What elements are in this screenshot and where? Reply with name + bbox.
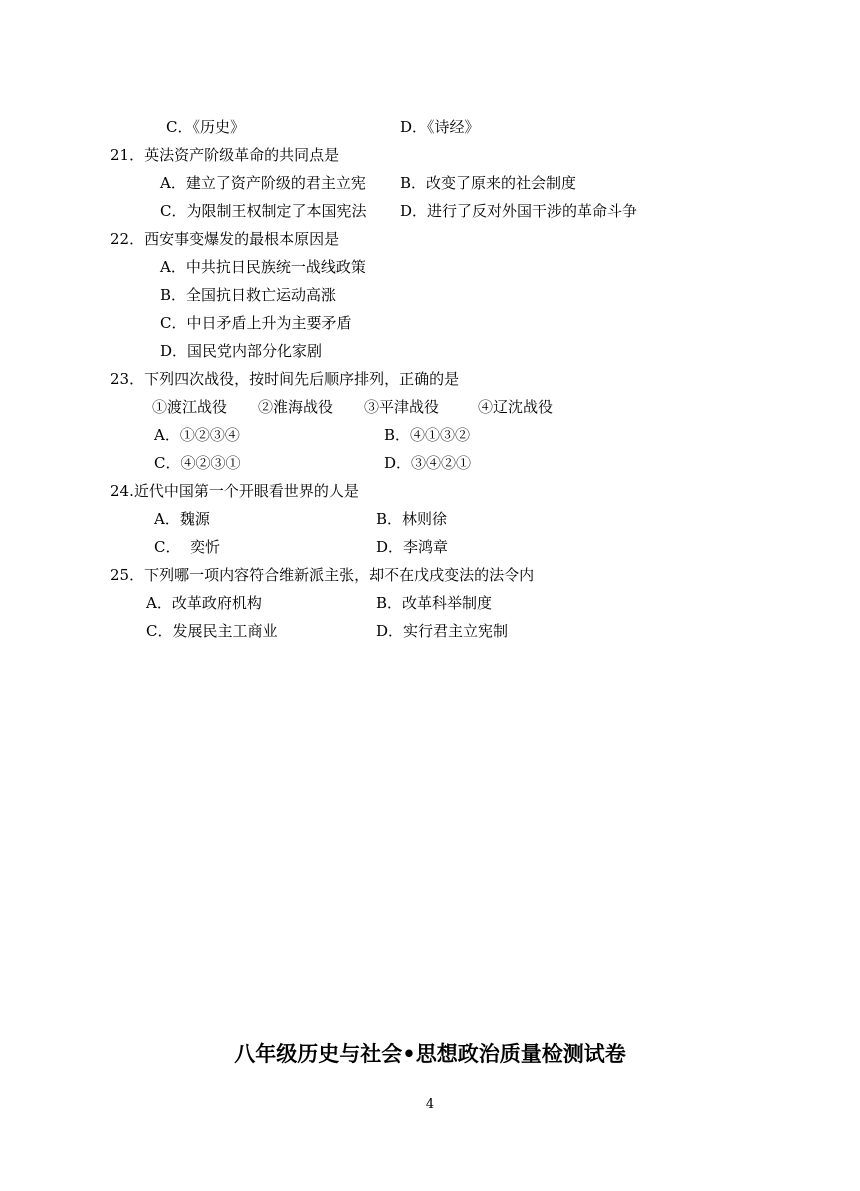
q20-option-d: D．《诗经》 — [400, 118, 480, 136]
question-25-option-b: B．改革科举制度 — [376, 594, 493, 612]
question-21-option-d: D．进行了反对外国干涉的革命斗争 — [400, 202, 638, 220]
question-25-option-a: A．改革政府机构 — [146, 594, 262, 612]
page-number: 4 — [425, 1097, 435, 1112]
question-23-option-a: A．①②③④ — [154, 426, 240, 444]
question-24-option-a: A．魏源 — [154, 510, 210, 528]
question-23-item-1: ①渡江战役 — [152, 398, 228, 416]
question-23-option-b: B．④①③② — [384, 426, 471, 444]
question-23-option-d: D．③④②① — [384, 454, 472, 472]
exam-title: 八年级历史与社会•思想政治质量检测试卷 — [234, 1042, 626, 1066]
question-22-option-d: D．国民党内部分化家剧 — [160, 342, 323, 360]
question-22-option-a: A．中共抗日民族统一战线政策 — [160, 258, 366, 276]
question-23-item-4: ④辽沈战役 — [478, 398, 554, 416]
question-22-option-c: C．中日矛盾上升为主要矛盾 — [160, 314, 352, 332]
question-23-stem: 23．下列四次战役，按时间先后顺序排列，正确的是 — [110, 370, 460, 388]
question-21-stem: 21．英法资产阶级革命的共同点是 — [110, 146, 340, 164]
question-24-option-d: D．李鸿章 — [376, 538, 449, 556]
question-24-option-b: B．林则徐 — [376, 510, 448, 528]
question-24-option-c: C． 奕忻 — [154, 538, 221, 556]
question-21-option-a: A．建立了资产阶级的君主立宪 — [160, 174, 366, 192]
question-25-stem: 25．下列哪一项内容符合维新派主张，却不在戊戌变法的法令内 — [110, 566, 535, 584]
question-22-option-b: B．全国抗日救亡运动高涨 — [160, 286, 337, 304]
question-25-option-d: D．实行君主立宪制 — [376, 622, 509, 640]
q20-option-c: C．《历史》 — [166, 118, 245, 136]
question-24-stem: 24.近代中国第一个开眼看世界的人是 — [110, 482, 359, 500]
question-21-option-c: C．为限制王权制定了本国宪法 — [160, 202, 367, 220]
question-25-option-c: C．发展民主工商业 — [146, 622, 278, 640]
question-23-item-3: ③平津战役 — [364, 398, 440, 416]
question-23-option-c: C．④②③① — [154, 454, 241, 472]
question-22-stem: 22．西安事变爆发的最根本原因是 — [110, 230, 340, 248]
question-23-item-2: ②淮海战役 — [258, 398, 334, 416]
question-21-option-b: B．改变了原来的社会制度 — [400, 174, 577, 192]
